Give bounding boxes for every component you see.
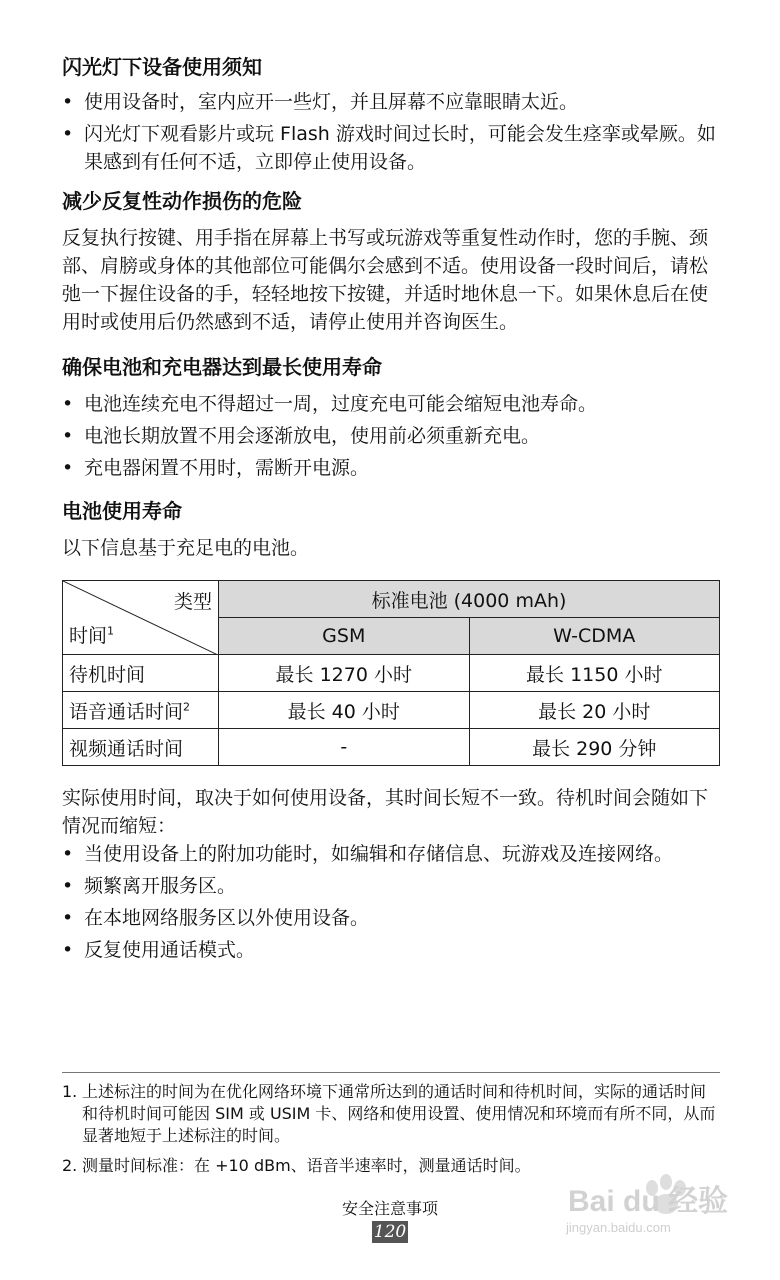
list-item: • 电池长期放置不用会逐渐放电，使用前必须重新充电。 [62, 422, 722, 450]
list-item: • 频繁离开服务区。 [62, 872, 722, 900]
row-label: 语音通话时间$^2$ [63, 692, 219, 729]
footnote-number: 1. [62, 1082, 78, 1101]
bullet-list [62, 390, 722, 482]
footnote-text: 测量时间标准：在 +10 dBm、语音半速率时，测量通话时间。 [82, 1156, 531, 1175]
corner-label-time: 时间$^1$ [69, 624, 115, 647]
row-label: 视频通话时间 [63, 729, 219, 766]
list-item: • 在本地网络服务区以外使用设备。 [62, 904, 722, 932]
list-item: • 使用设备时，室内应开一些灯，并且屏幕不应靠眼睛太近。 [62, 88, 722, 116]
section-title: 闪光灯下设备使用须知 [62, 55, 262, 79]
bullet-list [62, 840, 722, 964]
footnote-number: 2. [62, 1156, 78, 1175]
page-content [62, 52, 722, 974]
table-cell: 最长 1150 小时 [469, 655, 720, 692]
section-battery-charger [62, 352, 722, 482]
footer-section-title: 安全注意事项 [341, 1199, 438, 1218]
table-cell: - [219, 729, 470, 766]
section-title: 确保电池和充电器达到最长使用寿命 [62, 355, 382, 379]
paragraph: 实际使用时间，取决于如何使用设备，其时间长短不一致。待机时间会随如下情况而缩短： [62, 787, 709, 837]
footnote-text: 上述标注的时间为在优化网络环境下通常所达到的通话时间和待机时间，实际的通话时间和待机时间可能因 SIM 或 USIM 卡、网络和使用设置、使用情况和环境而有所不同，从而显著地短于上述标注的时间。 [82, 1082, 716, 1145]
section-battery-life [62, 496, 722, 562]
table-cell: 最长 1270 小时 [219, 655, 470, 692]
page-number: 120 [373, 1222, 407, 1242]
footnotes [62, 1072, 720, 1185]
list-item: • 电池连续充电不得超过一周，过度充电可能会缩短电池寿命。 [62, 390, 722, 418]
list-item: • 充电器闲置不用时，需断开电源。 [62, 454, 722, 482]
section-usage-notes [62, 784, 722, 964]
table-corner-cell [63, 581, 219, 655]
battery-header: 标准电池 (4000 mAh) [219, 581, 720, 618]
watermark-logo: Bai du 经验 [568, 1185, 729, 1218]
list-item: • 闪光灯下观看影片或玩 Flash 游戏时间过长时，可能会发生痉挛或晕厥。如果感到有任何不适，立即停止使用设备。 [62, 120, 722, 176]
table-cell: 最长 40 小时 [219, 692, 470, 729]
paragraph: 反复执行按键、用手指在屏幕上书写或玩游戏等重复性动作时，您的手腕、颈部、肩膀或身体的其他部位可能偶尔会感到不适。使用设备一段时间后，请松弛一下握住设备的手，轻轻地按下按键，并适时地休息一下。如果休息后在使用时或使用后仍然感到不适，请停止使用并咨询医生。 [62, 227, 709, 333]
section-flash-light [62, 52, 722, 176]
column-header-wcdma: W-CDMA [469, 618, 720, 655]
table-row [63, 729, 720, 766]
corner-label-type: 类型 [173, 591, 212, 613]
section-repetitive-motion [62, 186, 722, 336]
list-item: • 反复使用通话模式。 [62, 936, 722, 964]
column-header-gsm: GSM [219, 618, 470, 655]
watermark-url: jingyan.baidu.com [566, 1220, 671, 1235]
bullet-list [62, 88, 722, 176]
footnote [62, 1081, 720, 1147]
table-row [63, 692, 720, 729]
battery-life-table [62, 580, 720, 766]
table-row [63, 655, 720, 692]
table-cell: 最长 20 小时 [469, 692, 720, 729]
paragraph: 以下信息基于充足电的电池。 [62, 537, 310, 559]
section-title: 减少反复性动作损伤的危险 [62, 189, 302, 213]
section-title: 电池使用寿命 [62, 499, 182, 523]
row-label: 待机时间 [63, 655, 219, 692]
list-item: • 当使用设备上的附加功能时，如编辑和存储信息、玩游戏及连接网络。 [62, 840, 722, 868]
table-cell: 最长 290 分钟 [469, 729, 720, 766]
